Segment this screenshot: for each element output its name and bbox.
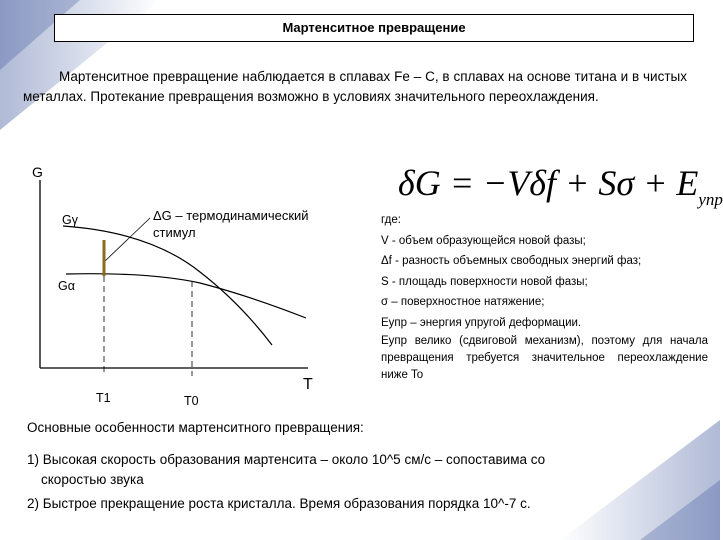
slide-title: Мартенситное превращение	[54, 14, 694, 42]
t0-label: T0	[184, 394, 199, 408]
g-axis-label: G	[32, 164, 43, 180]
g-alpha-label: Gα	[58, 279, 75, 293]
feature-item-1	[27, 450, 687, 490]
feature-item-1-line2: скоростью звука	[41, 472, 144, 487]
legend-item: S - площадь поверхности новой фазы;	[381, 275, 588, 288]
g-gamma-label: Gγ	[62, 213, 78, 227]
formula-main: δG = −Vδf + Sσ + E	[398, 163, 699, 203]
delta-g-leader-line	[104, 218, 150, 262]
g-gamma-curve	[63, 226, 272, 345]
feature-item-1-line1: 1) Высокая скорость образования мартенсита – около 10^5 см/с – сопоставима со	[27, 452, 546, 467]
t-axis-label: T	[303, 376, 313, 393]
legend-title: где:	[381, 214, 401, 226]
formula-legend	[381, 210, 711, 333]
formula-subscript: упр	[698, 190, 723, 209]
delta-g-label-line1: ΔG – термодинамический	[153, 208, 309, 223]
t1-label: T1	[96, 391, 111, 405]
legend-item: Δf - разность объемных свободных энергий фаз;	[381, 255, 642, 267]
legend-item: σ – поверхностное натяжение;	[381, 296, 545, 308]
legend-item: Eупр – энергия упругой деформации.	[381, 316, 582, 329]
legend-item: V - объем образующейся новой фазы;	[381, 234, 586, 247]
features-heading: Основные особенности мартенситного превращения:	[27, 420, 364, 435]
energy-formula	[398, 163, 723, 209]
delta-g-label-line2: стимул	[153, 225, 196, 240]
elastic-energy-note: Eупр велико (сдвиговой механизм), поэтому для начала превращения требуется значительное переохлаждение ниже To	[381, 335, 708, 381]
feature-item-2: 2) Быстрое прекращение роста кристалла. Время образования порядка 10^-7 с.	[27, 496, 531, 511]
g-alpha-curve	[66, 274, 306, 318]
intro-paragraph: Мартенситное превращение наблюдается в сплавах Fe – C, в сплавах на основе титана и в чистых металлах. Протекание превращения возможно в условиях значительного переохлаждения.	[23, 69, 687, 104]
